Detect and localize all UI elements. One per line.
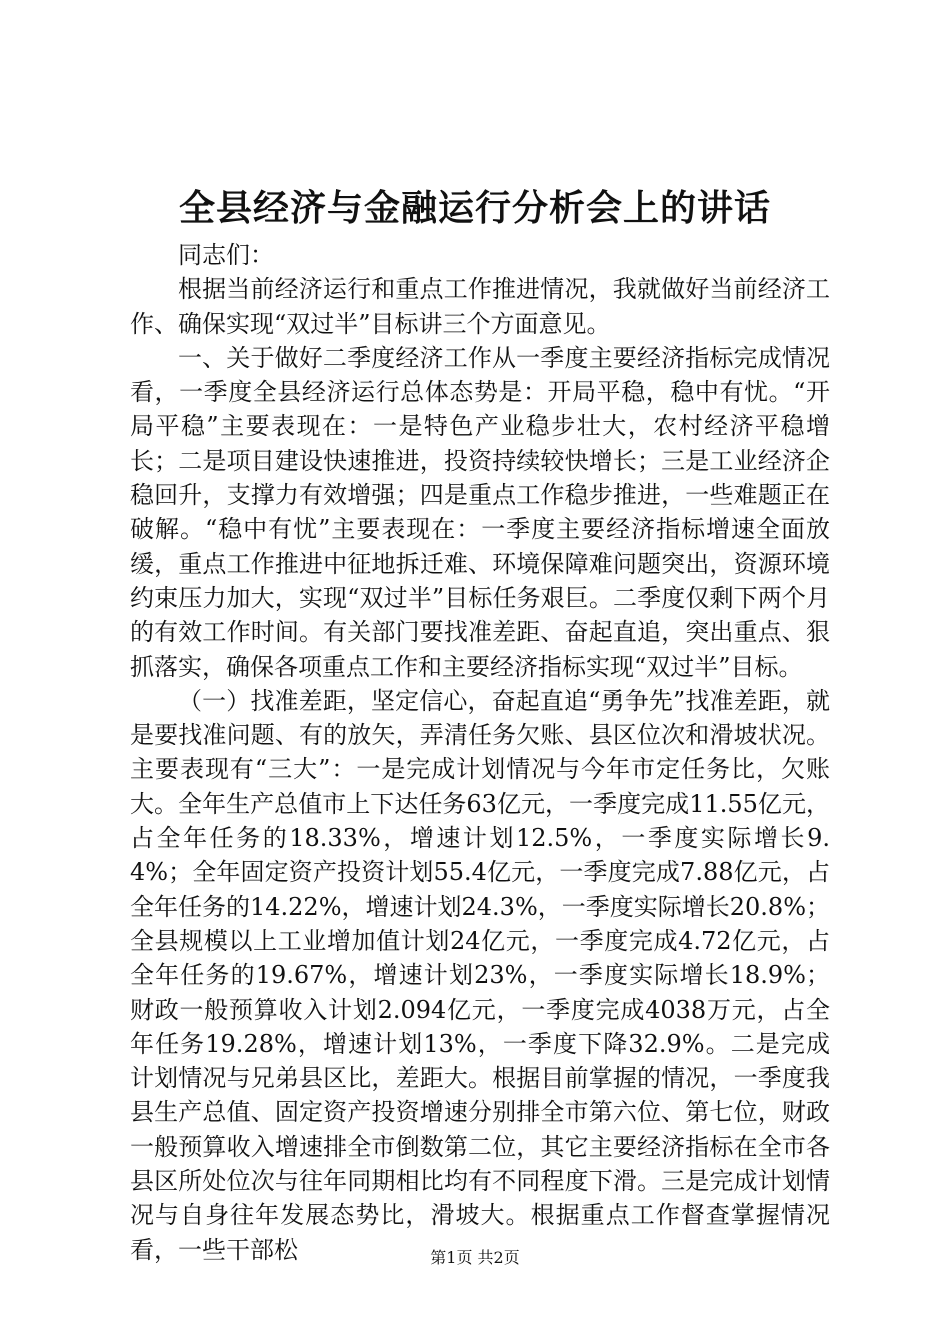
- section-one-paragraph: 一、关于做好二季度经济工作从一季度主要经济指标完成情况看，一季度全县经济运行总体态势是：开局平稳，稳中有忧。“开局平稳”主要表现在：一是特色产业稳步壮大，农村经济平稳增长；二是项目建设快速推进，投资持续较快增长；三是工业经济企稳回升，支撑力有效增强；四是重点工作稳步推进，一些难题正在破解。“稳中有忧”主要表现在：一季度主要经济指标增速全面放缓，重点工作推进中征地拆迁难、环境保障难问题突出，资源环境约束压力加大，实现“双过半”目标任务艰巨。二季度仅剩下两个月的有效工作时间。有关部门要找准差距、奋起直追，突出重点、狠抓落实，确保各项重点工作和主要经济指标实现“双过半”目标。: [130, 343, 830, 681]
- intro-paragraph: 根据当前经济运行和重点工作推进情况，我就做好当前经济工作、确保实现“双过半”目标讲三个方面意见。: [130, 275, 830, 338]
- document-title: 全县经济与金融运行分析会上的讲话: [178, 187, 771, 229]
- page-footer: 第1页 共2页: [430, 1248, 520, 1267]
- salutation: 同志们：: [178, 241, 274, 269]
- document-body: [130, 238, 830, 1267]
- subsection-one-paragraph: （一）找准差距，坚定信心，奋起直追“勇争先”找准差距，就是要找准问题、有的放矢，弄清任务欠账、县区位次和滑坡状况。主要表现有“三大”：一是完成计划情况与今年市定任务比，欠账大。全年生产总值市上下达任务63亿元，一季度完成11.55亿元，占全年任务的18.33%，增速计划12.5%，一季度实际增长9.4%；全年固定资产投资计划55.4亿元，一季度完成7.88亿元，占全年任务的14.22%，增速计划24.3%，一季度实际增长20.8%；全县规模以上工业增加值计划24亿元，一季度完成4.72亿元，占全年任务的19.67%，增速计划23%，一季度实际增长18.9%；财政一般预算收入计划2.094亿元，一季度完成4038万元，占全年任务19.28%，增速计划13%，一季度下降32.9%。二是完成计划情况与兄弟县区比，差距大。根据目前掌握的情况，一季度我县生产总值、固定资产投资增速分别排全市第六位、第七位，财政一般预算收入增速排全市倒数第二位，其它主要经济指标在全市各县区所处位次与往年同期相比均有不同程度下滑。三是完成计划情况与自身往年发展态势比，滑坡大。根据重点工作督查掌握情况看，一些干部松: [130, 686, 830, 1264]
